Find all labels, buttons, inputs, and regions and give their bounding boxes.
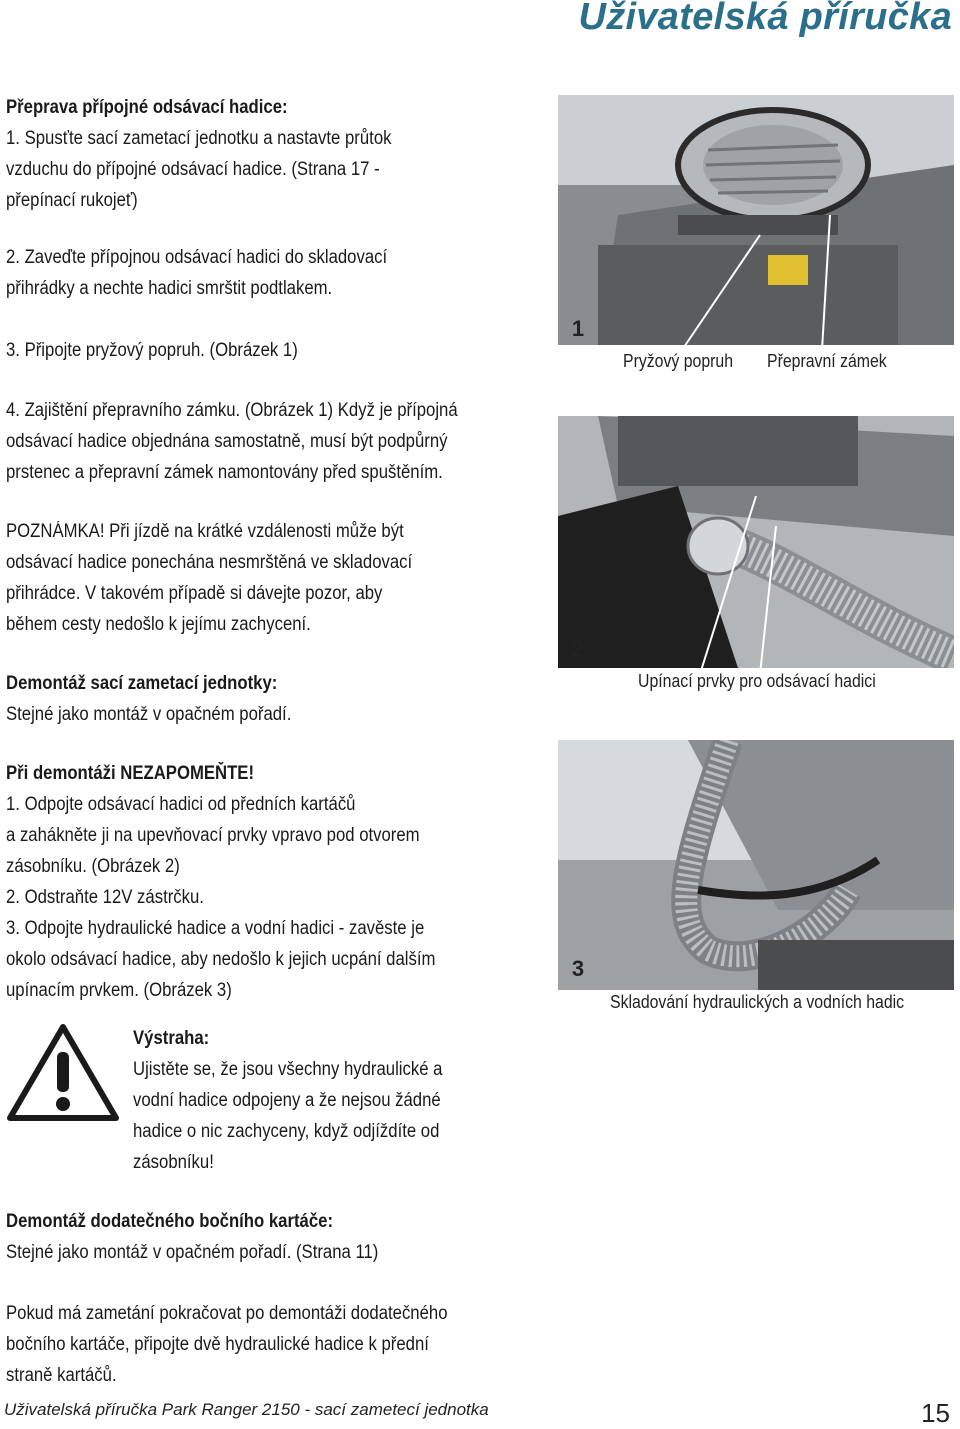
transport-step4-line3: prstenec a přepravní zámek namontovány před spuštěním. bbox=[6, 462, 443, 483]
note-section bbox=[6, 516, 468, 640]
note-line4: během cesty nedošlo k jejímu zachycení. bbox=[6, 614, 311, 635]
transport-step3 bbox=[6, 335, 338, 366]
side-brush-text: Stejné jako montáž v opačném pořadí. (Strana 11) bbox=[6, 1242, 379, 1263]
transport-step2-line1: 2. Zaveďte přípojnou odsávací hadici do skladovací bbox=[6, 247, 388, 268]
figure-2-number: 2 bbox=[571, 636, 585, 661]
continue-section bbox=[6, 1298, 508, 1391]
dont-forget-line1: 1. Odpojte odsávací hadici od předních kartáčů bbox=[6, 794, 356, 815]
figure-3-photo bbox=[558, 740, 954, 990]
note-line2: odsávací hadice ponechána nesmrštěná ve skladovací bbox=[6, 552, 413, 573]
transport-step1-line2: vzduchu do přípojné odsávací hadice. (Strana 17 - bbox=[6, 159, 380, 180]
transport-section bbox=[6, 92, 444, 216]
transport-step1-line3: přepínací rukojeť) bbox=[6, 190, 138, 211]
dont-forget-line4: 2. Odstraňte 12V zástrčku. bbox=[6, 887, 204, 908]
figure-1-callout-lines bbox=[560, 95, 956, 365]
transport-step4-line1: 4. Zajištění přepravního zámku. (Obrázek 1) Když je přípojná bbox=[6, 400, 458, 421]
footer-text: Uživatelská příručka Park Ranger 2150 - sací zametecí jednotka bbox=[4, 1400, 489, 1419]
dont-forget-line6: okolo odsávací hadice, aby nedošlo k jejich ucpání dalším bbox=[6, 949, 436, 970]
figure-1-number: 1 bbox=[571, 316, 585, 341]
removal-section bbox=[6, 668, 330, 730]
continue-line2: bočního kartáče, připojte dvě hydraulické hadice k přední bbox=[6, 1334, 429, 1355]
transport-step2-line2: přihrádky a nechte hadici smrštit podtlakem. bbox=[6, 278, 333, 299]
warning-line2: vodní hadice odpojeny a že nejsou žádné bbox=[133, 1090, 441, 1111]
removal-heading: Demontáž sací zametací jednotky: bbox=[6, 673, 278, 694]
figure-1-caption-lock: Přepravní zámek bbox=[767, 351, 887, 371]
warning-block bbox=[133, 1023, 485, 1178]
transport-heading: Přeprava přípojné odsávací hadice: bbox=[6, 97, 288, 118]
hydraulic-hose-storage-photo bbox=[558, 740, 954, 990]
dont-forget-section bbox=[6, 758, 494, 1006]
warning-line4: zásobníku! bbox=[133, 1152, 214, 1173]
warning-line3: hadice o nic zachyceny, když odjíždíte od bbox=[133, 1121, 440, 1142]
warning-triangle-icon bbox=[6, 1022, 120, 1122]
side-brush-heading: Demontáž dodatečného bočního kartáče: bbox=[6, 1211, 334, 1232]
warning-title: Výstraha: bbox=[133, 1028, 210, 1049]
continue-line1: Pokud má zametání pokračovat po demontáži dodatečného bbox=[6, 1303, 448, 1324]
transport-step4-line2: odsávací hadice objednána samostatně, musí být podpůrný bbox=[6, 431, 448, 452]
note-line1: POZNÁMKA! Při jízdě na krátké vzdálenosti může být bbox=[6, 521, 404, 542]
dont-forget-line5: 3. Odpojte hydraulické hadice a vodní hadici - zavěste je bbox=[6, 918, 425, 939]
figure-3-caption: Skladování hydraulických a vodních hadic bbox=[610, 992, 905, 1012]
warning-line1: Ujistěte se, že jsou všechny hydraulické a bbox=[133, 1059, 443, 1080]
transport-step4 bbox=[6, 395, 519, 488]
figure-1-caption-strap: Pryžový popruh bbox=[623, 351, 734, 371]
side-brush-section bbox=[6, 1206, 429, 1268]
removal-text: Stejné jako montáž v opačném pořadí. bbox=[6, 704, 292, 725]
note-line3: přihrádce. V takovém případě si dávejte pozor, aby bbox=[6, 583, 383, 604]
continue-line3: straně kartáčů. bbox=[6, 1365, 117, 1386]
page-number: 15 bbox=[921, 1398, 950, 1428]
dont-forget-line7: upínacím prvkem. (Obrázek 3) bbox=[6, 980, 232, 1001]
page-title: Uživatelská příručka bbox=[578, 0, 952, 38]
transport-step2 bbox=[6, 242, 439, 304]
dont-forget-line2: a zahákněte ji na upevňovací prvky vpravo pod otvorem bbox=[6, 825, 420, 846]
dont-forget-heading: Při demontáži NEZAPOMEŇTE! bbox=[6, 763, 255, 784]
dont-forget-line3: zásobníku. (Obrázek 2) bbox=[6, 856, 180, 877]
figure-2-callout-lines bbox=[560, 416, 956, 676]
figure-2-caption: Upínací prvky pro odsávací hadici bbox=[638, 671, 876, 691]
figure-3-number: 3 bbox=[571, 956, 585, 981]
transport-step1-line1: 1. Spusťte sací zametací jednotku a nastavte průtok bbox=[6, 128, 392, 149]
transport-step3-line1: 3. Připojte pryžový popruh. (Obrázek 1) bbox=[6, 340, 298, 361]
